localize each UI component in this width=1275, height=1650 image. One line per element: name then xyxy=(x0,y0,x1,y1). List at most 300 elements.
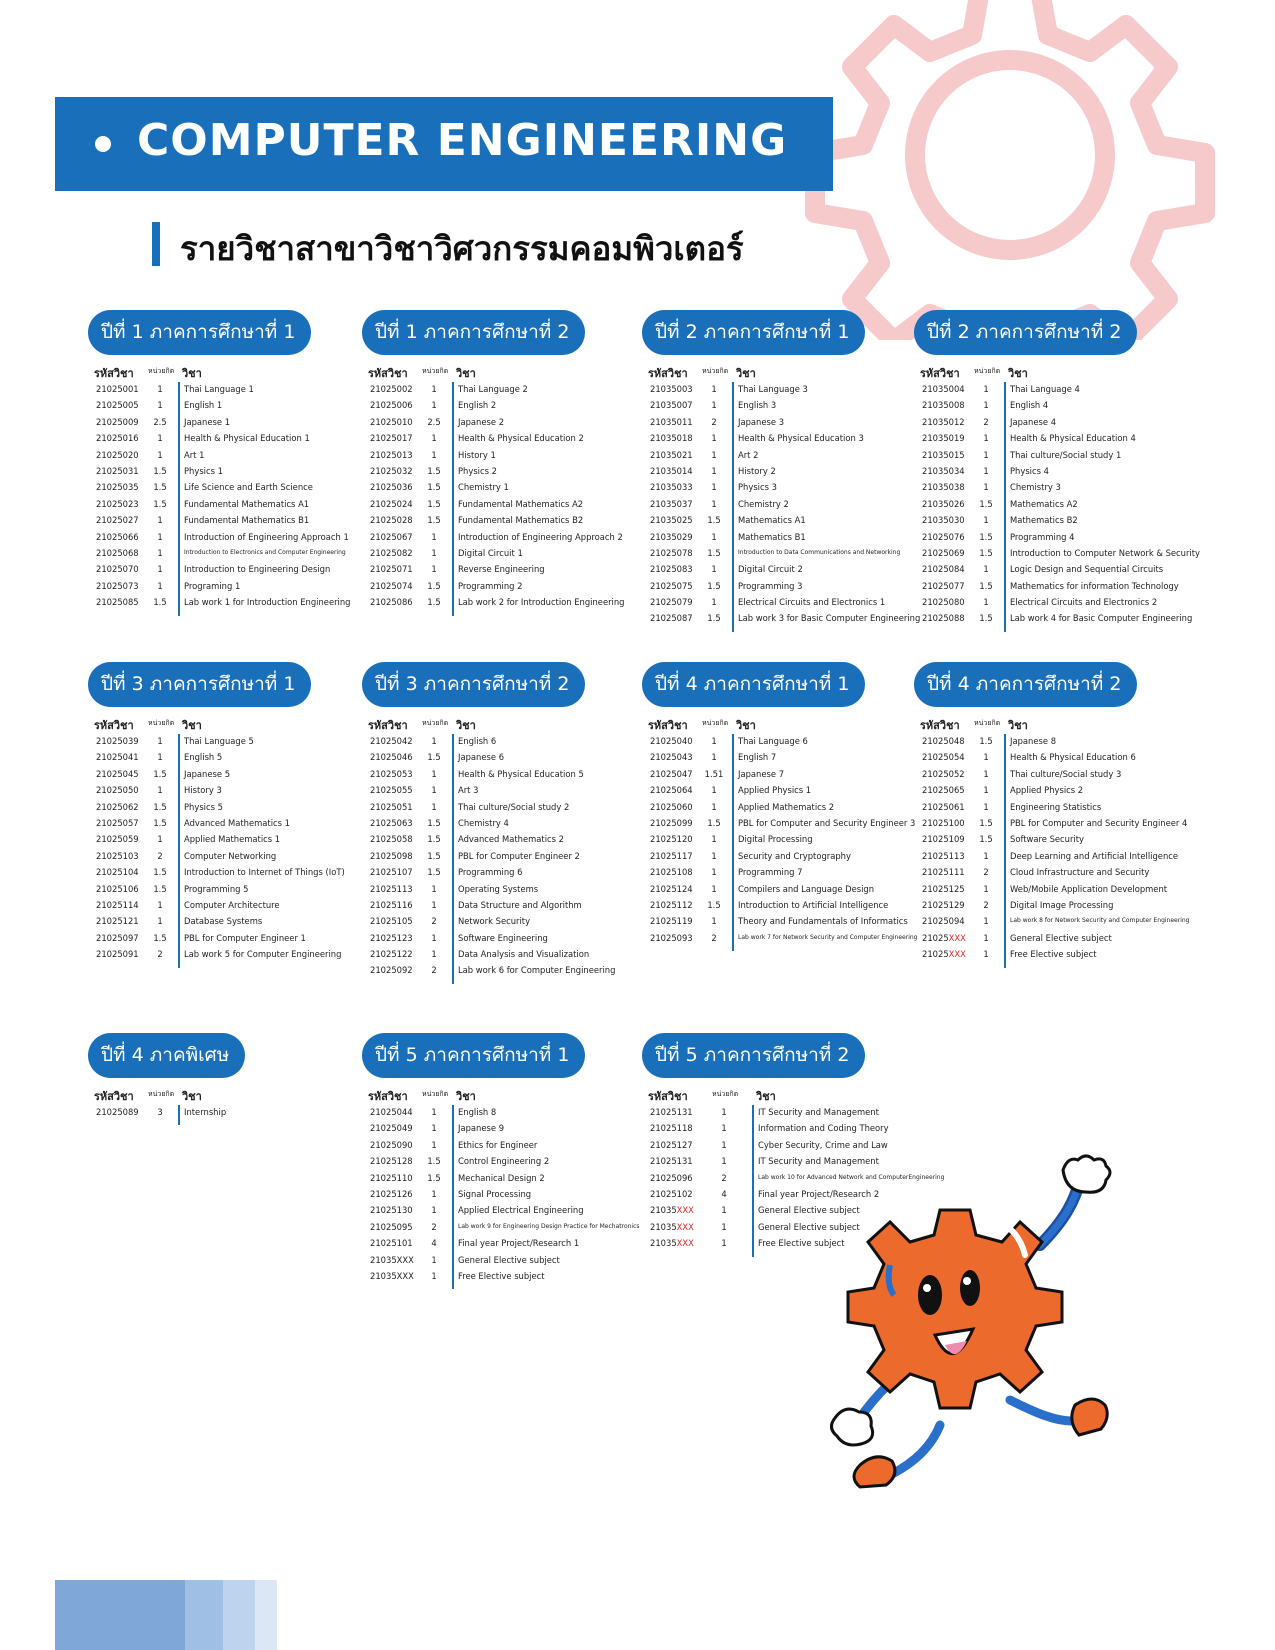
course-credit: 1 xyxy=(983,752,989,763)
course-name: Health & Physical Education 2 xyxy=(458,433,584,444)
course-name: Data Analysis and Visualization xyxy=(458,949,590,960)
course-code: 21025131 xyxy=(650,1156,693,1167)
course-name: Thai Language 1 xyxy=(184,384,254,394)
table-header xyxy=(648,1087,922,1104)
course-code: 21025020 xyxy=(96,449,139,460)
table-row xyxy=(368,1120,642,1136)
table-row xyxy=(648,831,922,847)
header-subject: วิชา xyxy=(456,367,476,380)
table-row xyxy=(368,479,642,495)
course-name: Japanese 5 xyxy=(184,768,231,779)
course-name: Lab work 9 for Engineering Design Practice for Mechatronics xyxy=(458,1222,640,1230)
table-row xyxy=(920,479,1194,495)
header-code: รหัสวิชา xyxy=(94,367,134,380)
subtitle-accent-bar xyxy=(152,222,160,266)
header-credit: หน่วยกิต xyxy=(148,1090,175,1098)
course-credit: 1.5 xyxy=(427,834,441,845)
course-code: 21025047 xyxy=(650,768,693,779)
semester-block xyxy=(362,662,642,979)
table-row xyxy=(368,578,642,594)
course-code: 21025113 xyxy=(370,883,413,894)
course-credit: 1 xyxy=(711,850,717,861)
course-name: Japanese 4 xyxy=(1010,416,1057,427)
header-credit: หน่วยกิต xyxy=(974,367,1001,375)
header-code: รหัสวิชา xyxy=(368,1090,408,1103)
course-code: 21025024 xyxy=(370,498,413,509)
course-credit: 1 xyxy=(431,1123,437,1134)
table-row xyxy=(648,815,922,831)
course-credit: 1 xyxy=(157,899,163,910)
semester-block xyxy=(362,1033,642,1284)
course-code-placeholder: XXX xyxy=(948,949,966,960)
course-name: Digital Processing xyxy=(738,834,813,845)
course-credit: 1.5 xyxy=(427,498,441,509)
course-credit: 2 xyxy=(711,932,717,943)
course-name: General Elective subject xyxy=(758,1205,860,1216)
table-row xyxy=(368,749,642,765)
course-credit: 1.5 xyxy=(153,465,167,476)
course-code: 21025109 xyxy=(922,834,965,845)
course-code: 21025079 xyxy=(650,597,693,608)
course-name: Ethics for Engineer xyxy=(458,1139,538,1150)
course-code: 21025087 xyxy=(650,613,693,624)
course-credit: 1 xyxy=(431,1254,437,1265)
course-credit: 2 xyxy=(983,899,989,910)
course-code: 21025075 xyxy=(650,580,693,591)
table-row xyxy=(94,1104,368,1120)
course-name: Advanced Mathematics 1 xyxy=(184,817,290,828)
course-code: 21025066 xyxy=(96,531,139,542)
course-code: 21025001 xyxy=(96,384,139,394)
table-row xyxy=(94,799,368,815)
course-code: 21035037 xyxy=(650,498,693,509)
table-row xyxy=(920,561,1194,577)
course-credit: 1 xyxy=(157,580,163,591)
course-code: 21025043 xyxy=(650,752,693,763)
course-table xyxy=(94,364,368,610)
course-name: Applied Mathematics 1 xyxy=(184,834,281,845)
course-name: Introduction to Electronics and Computer Engineering xyxy=(184,548,346,556)
course-credit: 1 xyxy=(711,801,717,812)
course-code: 21035030 xyxy=(922,515,965,526)
course-credit: 2 xyxy=(157,850,163,861)
course-credit: 1.5 xyxy=(979,613,993,624)
course-code: 21025124 xyxy=(650,883,693,894)
course-name: Mathematics for information Technology xyxy=(1010,580,1179,591)
course-credit: 1 xyxy=(157,515,163,526)
course-credit: 1.5 xyxy=(979,580,993,591)
table-row xyxy=(920,381,1194,397)
course-credit: 1 xyxy=(431,384,437,394)
course-credit: 1.5 xyxy=(153,597,167,608)
course-credit: 1.5 xyxy=(427,482,441,493)
course-code: 21025070 xyxy=(96,564,139,575)
course-name: Mechanical Design 2 xyxy=(458,1172,545,1183)
course-code: 21025027 xyxy=(96,515,139,526)
course-credit: 1 xyxy=(983,597,989,608)
course-credit: 1 xyxy=(711,736,717,746)
course-name: Health & Physical Education 1 xyxy=(184,433,310,444)
course-credit: 4 xyxy=(721,1188,727,1199)
course-code: 21025097 xyxy=(96,932,139,943)
course-code: 21025051 xyxy=(370,801,413,812)
course-code: 21025059 xyxy=(96,834,139,845)
course-credit: 1.5 xyxy=(427,515,441,526)
course-code: 21025129 xyxy=(922,899,965,910)
course-credit: 1.5 xyxy=(427,597,441,608)
table-row xyxy=(648,512,922,528)
course-name: Thai Language 5 xyxy=(184,736,254,746)
course-name: Programming 7 xyxy=(738,867,803,878)
table-header xyxy=(368,716,642,733)
table-row xyxy=(648,913,922,929)
table-row xyxy=(920,447,1194,463)
course-credit: 1 xyxy=(431,547,437,558)
header-credit: หน่วยกิต xyxy=(712,1090,739,1098)
header-credit: หน่วยกิต xyxy=(422,1090,449,1098)
table-row xyxy=(920,930,1194,946)
header-code: รหัสวิชา xyxy=(368,367,408,380)
table-row xyxy=(648,463,922,479)
header-credit: หน่วยกิต xyxy=(422,719,449,727)
table-row xyxy=(368,1268,642,1284)
course-credit: 1.51 xyxy=(704,768,724,779)
course-name: English 1 xyxy=(184,400,223,411)
course-code: 21035033 xyxy=(650,482,693,493)
course-name: Art 3 xyxy=(458,785,479,796)
course-name: Lab work 2 for Introduction Engineering xyxy=(458,597,625,608)
course-name: Data Structure and Algorithm xyxy=(458,899,582,910)
table-row xyxy=(368,946,642,962)
course-code: 21025104 xyxy=(96,867,139,878)
course-code: 21025100 xyxy=(922,817,965,828)
course-name: English 5 xyxy=(184,752,223,763)
course-code: 21025052 xyxy=(922,768,965,779)
course-name: Internship xyxy=(184,1107,227,1117)
table-row xyxy=(920,881,1194,897)
course-code: 21035029 xyxy=(650,531,693,542)
course-credit: 1 xyxy=(983,384,989,394)
header-credit: หน่วยกิต xyxy=(422,367,449,375)
course-credit: 1 xyxy=(983,932,989,943)
course-code: 21035021 xyxy=(650,449,693,460)
table-row xyxy=(368,1153,642,1169)
course-credit: 1 xyxy=(711,384,717,394)
header-subject: วิชา xyxy=(736,719,756,732)
course-credit: 1 xyxy=(983,482,989,493)
semester-title: ปีที่ 4 ภาคการศึกษาที่ 2 xyxy=(914,662,1137,707)
footer-decoration xyxy=(55,1580,285,1650)
header-credit: หน่วยกิต xyxy=(702,367,729,375)
gear-mascot-icon xyxy=(830,1150,1130,1520)
course-code: 21025095 xyxy=(370,1221,413,1232)
course-credit: 1 xyxy=(431,433,437,444)
course-code: 21025046 xyxy=(370,752,413,763)
course-code: 21025096 xyxy=(650,1172,693,1183)
course-code-prefix: 21025 xyxy=(922,949,949,960)
course-code: 21025031 xyxy=(96,465,139,476)
course-name: Fundamental Mathematics A1 xyxy=(184,498,310,509)
course-name: Free Elective subject xyxy=(758,1238,845,1249)
table-row xyxy=(648,897,922,913)
table-row xyxy=(94,733,368,749)
course-code: 21025083 xyxy=(650,564,693,575)
table-row xyxy=(648,749,922,765)
course-credit: 1 xyxy=(157,916,163,927)
course-code: 21025111 xyxy=(922,867,965,878)
table-row xyxy=(368,1170,642,1186)
course-name: Physics 2 xyxy=(458,465,497,476)
course-name: Final year Project/Research 2 xyxy=(758,1188,880,1199)
course-name: Digital Circuit 2 xyxy=(738,564,803,575)
course-credit: 1 xyxy=(983,400,989,411)
course-credit: 1 xyxy=(157,433,163,444)
semester-title: ปีที่ 2 ภาคการศึกษาที่ 2 xyxy=(914,310,1137,355)
course-name: Japanese 3 xyxy=(738,416,785,427)
course-code: 21025005 xyxy=(96,400,139,411)
course-code-placeholder: XXX xyxy=(676,1221,694,1232)
course-name: Theory and Fundamentals of Informatics xyxy=(738,916,908,927)
course-credit: 1 xyxy=(711,916,717,927)
table-row xyxy=(94,930,368,946)
header-subject: วิชา xyxy=(456,719,476,732)
course-code: 21035014 xyxy=(650,465,693,476)
course-name: PBL for Computer Engineer 2 xyxy=(458,850,580,861)
course-name: Web/Mobile Application Development xyxy=(1010,883,1168,894)
course-credit: 1 xyxy=(431,1107,437,1117)
course-code: 21035012 xyxy=(922,416,965,427)
course-table xyxy=(920,364,1200,627)
header-credit: หน่วยกิต xyxy=(702,719,729,727)
header-credit: หน่วยกิต xyxy=(148,367,175,375)
course-name: Applied Mathematics 2 xyxy=(738,801,835,812)
table-row xyxy=(94,479,368,495)
table-row xyxy=(94,749,368,765)
table-row xyxy=(368,594,642,610)
course-code: 21025062 xyxy=(96,801,139,812)
course-credit: 1.5 xyxy=(979,498,993,509)
course-code: 21025069 xyxy=(922,547,965,558)
table-row xyxy=(648,864,922,880)
table-header xyxy=(94,1087,368,1104)
course-name: Digital Circuit 1 xyxy=(458,547,523,558)
course-code: 21025016 xyxy=(96,433,139,444)
course-name: Lab work 1 for Introduction Engineering xyxy=(184,597,351,608)
course-code: 21025126 xyxy=(370,1188,413,1199)
table-row xyxy=(648,1104,922,1120)
table-header xyxy=(94,716,368,733)
table-row xyxy=(648,381,922,397)
course-name: Free Elective subject xyxy=(1010,949,1097,960)
course-code: 21035004 xyxy=(922,384,965,394)
table-row xyxy=(368,831,642,847)
course-name: Chemistry 2 xyxy=(738,498,789,509)
course-name: Thai culture/Social study 3 xyxy=(1010,768,1122,779)
course-credit: 1 xyxy=(431,449,437,460)
table-row xyxy=(368,733,642,749)
course-code: 21025092 xyxy=(370,965,413,976)
semester-title: ปีที่ 5 ภาคการศึกษาที่ 1 xyxy=(362,1033,585,1078)
header-subject: วิชา xyxy=(182,719,202,732)
course-credit: 2 xyxy=(983,867,989,878)
course-table xyxy=(368,1087,642,1284)
course-credit: 1 xyxy=(431,1188,437,1199)
course-name: Free Elective subject xyxy=(458,1270,545,1281)
course-credit: 1 xyxy=(431,1270,437,1281)
course-name: Control Engineering 2 xyxy=(458,1156,550,1167)
course-code: 21035015 xyxy=(922,449,965,460)
course-code: 21025113 xyxy=(922,850,965,861)
course-code: 21025105 xyxy=(370,916,413,927)
course-name: Physics 5 xyxy=(184,801,223,812)
course-name: Lab work 3 for Basic Computer Engineering xyxy=(738,613,921,624)
table-row xyxy=(648,1120,922,1136)
course-credit: 1 xyxy=(983,883,989,894)
course-name: Applied Physics 1 xyxy=(738,785,812,796)
table-row xyxy=(648,479,922,495)
course-name: Introduction to Internet of Things (IoT) xyxy=(184,867,345,878)
table-row xyxy=(920,782,1194,798)
semester-block xyxy=(88,1033,368,1120)
table-row xyxy=(368,430,642,446)
course-credit: 1 xyxy=(157,449,163,460)
table-row xyxy=(368,799,642,815)
course-credit: 1 xyxy=(431,801,437,812)
table-row xyxy=(368,815,642,831)
course-credit: 1 xyxy=(721,1139,727,1150)
course-code: 21025048 xyxy=(922,736,965,746)
course-name: Japanese 7 xyxy=(738,768,785,779)
page-subtitle: รายวิชาสาขาวิชาวิศวกรรมคอมพิวเตอร์ xyxy=(180,229,744,268)
course-name: Japanese 2 xyxy=(458,416,505,427)
semester-block xyxy=(642,662,922,946)
table-row xyxy=(648,578,922,594)
course-name: Chemistry 4 xyxy=(458,817,509,828)
course-code-placeholder: XXX xyxy=(676,1238,694,1249)
course-credit: 1 xyxy=(711,400,717,411)
course-code: 21025067 xyxy=(370,531,413,542)
course-name: Introduction to Artificial Intelligence xyxy=(738,899,889,910)
table-row xyxy=(94,561,368,577)
course-name: Electrical Circuits and Electronics 1 xyxy=(738,597,886,608)
course-credit: 1.5 xyxy=(707,817,721,828)
table-row xyxy=(368,782,642,798)
course-name: IT Security and Management xyxy=(758,1107,879,1117)
table-row xyxy=(920,848,1194,864)
course-code: 21025102 xyxy=(650,1188,693,1199)
table-row xyxy=(94,594,368,610)
course-name: Japanese 1 xyxy=(184,416,231,427)
table-row xyxy=(648,782,922,798)
course-name: Thai Language 2 xyxy=(458,384,528,394)
course-name: Introduction of Engineering Approach 1 xyxy=(184,531,349,542)
table-row xyxy=(368,848,642,864)
course-credit: 1 xyxy=(711,498,717,509)
course-credit: 1 xyxy=(431,400,437,411)
course-credit: 1.5 xyxy=(153,482,167,493)
course-name: PBL for Computer and Security Engineer 4 xyxy=(1010,817,1188,828)
course-table xyxy=(368,716,642,979)
course-code: 21025112 xyxy=(650,899,693,910)
table-row xyxy=(368,1137,642,1153)
semester-block xyxy=(914,310,1200,627)
course-name: Network Security xyxy=(458,916,531,927)
course-name: Health & Physical Education 5 xyxy=(458,768,584,779)
course-code-placeholder: XXX xyxy=(948,932,966,943)
table-row xyxy=(94,463,368,479)
semester-title: ปีที่ 4 ภาคพิเศษ xyxy=(88,1033,245,1078)
course-credit: 2 xyxy=(431,916,437,927)
course-code: 21025028 xyxy=(370,515,413,526)
course-name: Final year Project/Research 1 xyxy=(458,1238,580,1249)
course-credit: 1.5 xyxy=(707,899,721,910)
course-name: Introduction to Computer Network & Security xyxy=(1010,547,1200,558)
course-name: Lab work 5 for Computer Engineering xyxy=(184,949,342,960)
course-credit: 1.5 xyxy=(427,465,441,476)
course-code: 21035019 xyxy=(922,433,965,444)
course-name: Art 1 xyxy=(184,449,205,460)
table-row xyxy=(920,946,1194,962)
course-name: Operating Systems xyxy=(458,883,539,894)
table-row xyxy=(368,397,642,413)
course-code: 21025045 xyxy=(96,768,139,779)
course-credit: 1.5 xyxy=(153,768,167,779)
table-header xyxy=(920,364,1194,381)
table-row xyxy=(920,897,1194,913)
table-row xyxy=(368,962,642,978)
table-row xyxy=(368,447,642,463)
table-row xyxy=(920,430,1194,446)
course-code: 21025127 xyxy=(650,1139,693,1150)
course-code: 21025098 xyxy=(370,850,413,861)
course-name: Health & Physical Education 6 xyxy=(1010,752,1136,763)
semester-block xyxy=(88,662,368,962)
header-code: รหัสวิชา xyxy=(648,1090,688,1103)
course-credit: 1.5 xyxy=(427,850,441,861)
table-row xyxy=(920,799,1194,815)
course-code: 21025085 xyxy=(96,597,139,608)
course-credit: 1 xyxy=(431,932,437,943)
table-row xyxy=(94,545,368,561)
course-credit: 1 xyxy=(157,834,163,845)
table-row xyxy=(94,512,368,528)
table-row xyxy=(920,529,1194,545)
course-credit: 1 xyxy=(721,1205,727,1216)
course-table xyxy=(94,716,368,962)
course-credit: 1 xyxy=(431,736,437,746)
course-credit: 1 xyxy=(711,752,717,763)
course-code-prefix: 21025 xyxy=(922,932,949,943)
course-credit: 1.5 xyxy=(979,834,993,845)
course-code: 21025060 xyxy=(650,801,693,812)
course-code: 21025042 xyxy=(370,736,413,746)
course-code: 21025082 xyxy=(370,547,413,558)
course-code xyxy=(922,930,970,946)
course-code: 21025110 xyxy=(370,1172,413,1183)
course-credit: 1 xyxy=(157,547,163,558)
course-credit: 1 xyxy=(431,883,437,894)
course-code: 21035026 xyxy=(922,498,965,509)
course-code-prefix: 21035 xyxy=(650,1238,677,1249)
course-code: 21025131 xyxy=(650,1107,693,1117)
course-name: Compilers and Language Design xyxy=(738,883,875,894)
table-row xyxy=(94,897,368,913)
course-credit: 2 xyxy=(721,1172,727,1183)
table-row xyxy=(94,848,368,864)
table-row xyxy=(648,447,922,463)
course-code: 21025090 xyxy=(370,1139,413,1150)
course-credit: 1 xyxy=(983,449,989,460)
